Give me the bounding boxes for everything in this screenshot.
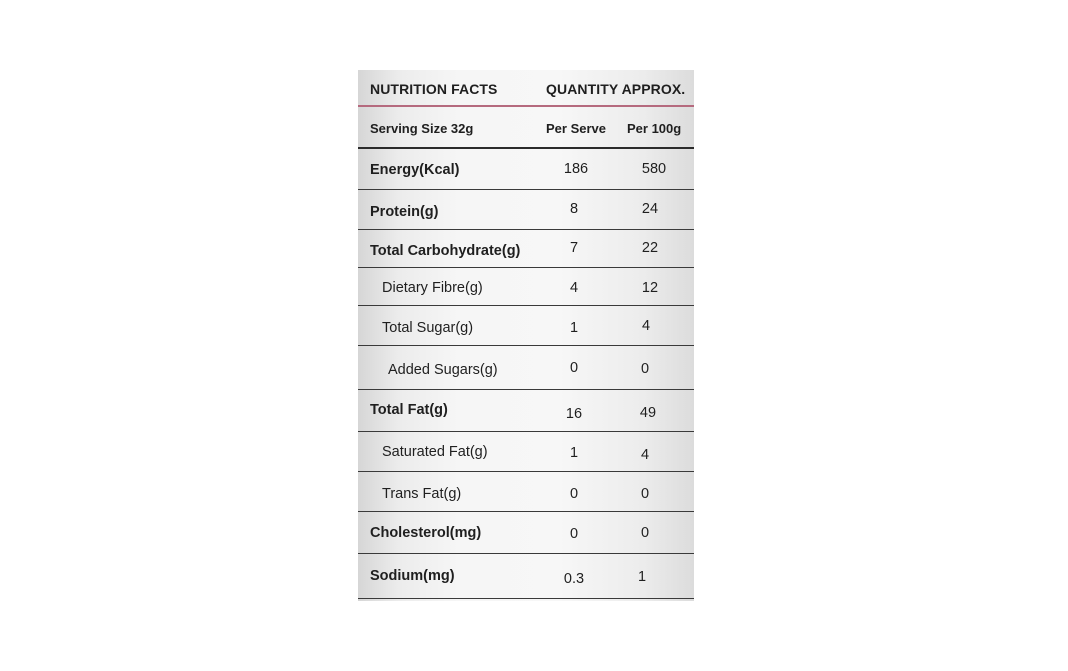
serving-size-label: Serving Size 32g xyxy=(370,121,474,136)
per-serve-value: 0 xyxy=(569,486,579,502)
per-serve-value: 7 xyxy=(569,240,579,256)
nutrient-row-cholesterol xyxy=(358,512,694,554)
per-serve-value: 4 xyxy=(569,280,579,296)
nutrient-name: Total Fat(g) xyxy=(370,402,448,418)
nutrient-row-carbohydrate xyxy=(358,230,694,268)
nutrient-row-sodium xyxy=(358,554,694,599)
per-100g-value: 22 xyxy=(641,240,659,256)
per-100g-value: 0 xyxy=(640,525,650,541)
quantity-approx-title: QUANTITY APPROX. xyxy=(546,81,686,97)
nutrition-label xyxy=(358,70,694,601)
per-serve-value: 186 xyxy=(563,161,589,177)
nutrient-name: Protein(g) xyxy=(370,204,439,220)
nutrient-name: Trans Fat(g) xyxy=(382,486,462,502)
per-100g-value: 0 xyxy=(640,486,650,502)
nutrient-row-protein xyxy=(358,190,694,230)
nutrient-name: Total Carbohydrate(g) xyxy=(370,243,521,259)
nutrient-row-energy xyxy=(358,149,694,190)
nutrient-name: Dietary Fibre(g) xyxy=(382,280,483,296)
per-100g-header: Per 100g xyxy=(627,121,682,136)
per-serve-value: 0 xyxy=(569,360,579,376)
serving-size-row xyxy=(358,107,694,149)
nutrient-name: Total Sugar(g) xyxy=(382,320,474,336)
label-header xyxy=(358,70,694,107)
per-serve-value: 1 xyxy=(569,320,579,336)
per-serve-value: 8 xyxy=(569,201,579,217)
nutrition-facts-title: NUTRITION FACTS xyxy=(370,81,498,97)
per-100g-value: 1 xyxy=(637,569,647,585)
per-100g-value: 4 xyxy=(640,447,650,463)
nutrient-name: Sodium(mg) xyxy=(370,568,455,584)
nutrient-name: Added Sugars(g) xyxy=(388,362,498,378)
per-serve-value: 0.3 xyxy=(563,571,585,587)
per-100g-value: 580 xyxy=(641,161,667,177)
per-serve-value: 1 xyxy=(569,445,579,461)
nutrient-row-dietary-fibre xyxy=(358,268,694,306)
nutrient-row-saturated-fat xyxy=(358,432,694,472)
nutrient-row-total-fat xyxy=(358,390,694,432)
per-100g-value: 4 xyxy=(641,318,651,334)
nutrient-row-total-sugar xyxy=(358,306,694,346)
per-serve-value: 16 xyxy=(565,406,583,422)
per-100g-value: 12 xyxy=(641,280,659,296)
per-serve-header: Per Serve xyxy=(546,121,606,136)
per-100g-value: 0 xyxy=(640,361,650,377)
per-serve-value: 0 xyxy=(569,526,579,542)
nutrient-name: Cholesterol(mg) xyxy=(370,525,482,541)
nutrient-row-added-sugars xyxy=(358,346,694,390)
nutrient-name: Energy(Kcal) xyxy=(370,162,460,178)
nutrient-name: Saturated Fat(g) xyxy=(382,444,488,460)
nutrient-row-trans-fat xyxy=(358,472,694,512)
per-100g-value: 49 xyxy=(639,405,657,421)
per-100g-value: 24 xyxy=(641,201,659,217)
